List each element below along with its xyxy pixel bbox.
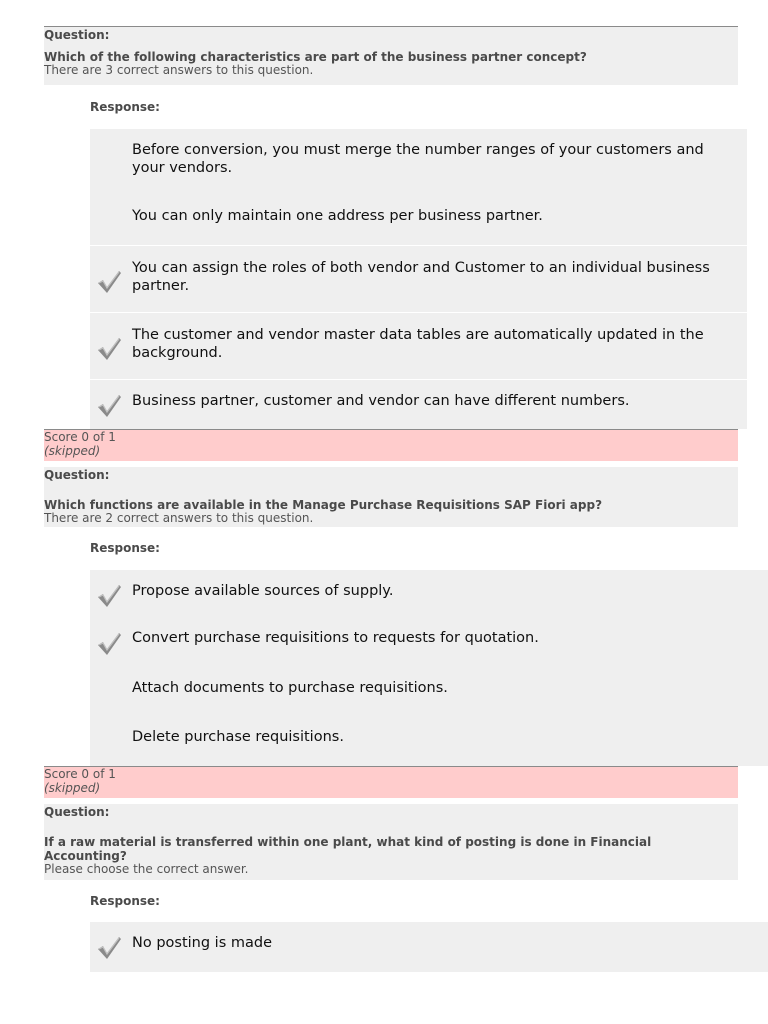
response-label: Response: <box>90 894 160 908</box>
question-text: Which functions are available in the Manage Purchase Requisitions SAP Fiori app? <box>44 498 603 512</box>
answer-option <box>90 668 768 717</box>
answer-option-correct <box>90 922 768 972</box>
check-mark-icon <box>96 934 122 960</box>
question-hint: There are 3 correct answers to this question. <box>44 63 314 77</box>
question-hint: There are 2 correct answers to this question. <box>44 511 314 525</box>
answer-option-correct <box>90 618 768 668</box>
question-label: Question: <box>44 805 110 819</box>
answer-text: Delete purchase requisitions. <box>132 729 344 745</box>
answer-list-2 <box>90 570 768 766</box>
check-mark-icon <box>96 392 122 418</box>
question-block-2 <box>44 467 738 527</box>
question-block-1 <box>44 27 738 85</box>
check-mark-icon <box>96 630 122 656</box>
answer-list-3 <box>90 922 768 972</box>
answer-option <box>90 129 747 197</box>
answer-text: Propose available sources of supply. <box>132 583 394 599</box>
question-hint: Please choose the correct answer. <box>44 862 249 876</box>
score-status: (skipped) <box>44 781 101 795</box>
answer-option <box>90 197 747 245</box>
answer-text: The customer and vendor master data tables are automatically updated in the background. <box>132 327 704 361</box>
answer-text: You can only maintain one address per business partner. <box>132 208 543 224</box>
score-bar-1 <box>44 429 738 461</box>
question-label: Question: <box>44 28 110 42</box>
answer-option-correct <box>90 570 768 618</box>
check-mark-icon <box>96 268 122 294</box>
answer-option-correct <box>90 379 747 429</box>
answer-text: Business partner, customer and vendor can have different numbers. <box>132 393 630 409</box>
answer-list-1 <box>90 129 747 429</box>
answer-text: Attach documents to purchase requisitions. <box>132 680 448 696</box>
question-block-3 <box>44 804 738 880</box>
score-status: (skipped) <box>44 444 101 458</box>
response-label: Response: <box>90 100 160 114</box>
score-bar-2 <box>44 766 738 798</box>
check-mark-icon <box>96 335 122 361</box>
answer-text: Before conversion, you must merge the number ranges of your customers and your vendors. <box>132 142 704 176</box>
response-label: Response: <box>90 541 160 555</box>
answer-text: Convert purchase requisitions to requests for quotation. <box>132 630 539 646</box>
answer-option-correct <box>90 245 747 312</box>
question-text: If a raw material is transferred within one plant, what kind of posting is done in Financial Accounting? <box>44 835 652 863</box>
score-text: Score 0 of 1 <box>44 430 116 444</box>
answer-option <box>90 717 768 766</box>
check-mark-icon <box>96 582 122 608</box>
answer-option-correct <box>90 312 747 379</box>
question-label: Question: <box>44 468 110 482</box>
answer-text: You can assign the roles of both vendor and Customer to an individual business partner. <box>132 260 710 294</box>
answer-text: No posting is made <box>132 935 273 951</box>
score-text: Score 0 of 1 <box>44 767 116 781</box>
question-text: Which of the following characteristics are part of the business partner concept? <box>44 50 587 64</box>
